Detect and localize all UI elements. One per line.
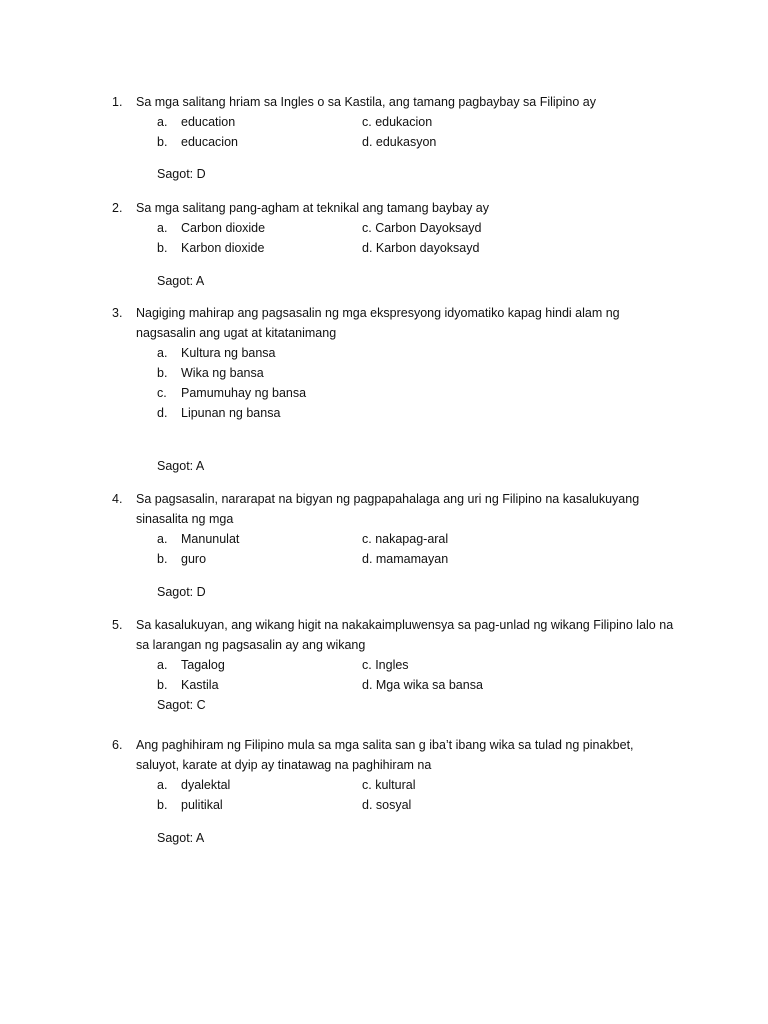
question-text: nagsasalin ang ugat at kitatanimang [136, 326, 337, 340]
option-text: Karbon dioxide [181, 241, 265, 255]
option-text-right: d. Mga wika sa bansa [362, 678, 483, 692]
option-text: Kultura ng bansa [181, 346, 276, 360]
question-number: 1. [112, 95, 123, 109]
option-text: Kastila [181, 678, 219, 692]
option-letter: b. [157, 678, 168, 692]
question-text: Sa pagsasalin, nararapat na bigyan ng pagpapahalaga ang uri ng Filipino na kasalukuyang [136, 492, 640, 506]
question-text: Sa mga salitang pang-agham at teknikal ang tamang baybay ay [136, 201, 490, 215]
option-letter: a. [157, 778, 168, 792]
option-text: education [181, 115, 236, 129]
option-text: Pamumuhay ng bansa [181, 386, 307, 400]
option-text-right: c. edukacion [362, 115, 433, 129]
question-text: saluyot, karate at dyip ay tinatawag na paghihiram na [136, 758, 432, 772]
option-text: educacion [181, 135, 238, 149]
option-letter: c. [157, 386, 167, 400]
option-text-right: d. mamamayan [362, 552, 449, 566]
option-letter: b. [157, 366, 168, 380]
answer-label: Sagot: D [157, 585, 206, 599]
question-text: Sa kasalukuyan, ang wikang higit na nakakaimpluwensya sa pag-unlad ng wikang Filipino lalo na [136, 618, 674, 632]
answer-label: Sagot: D [157, 167, 206, 181]
option-text-right: c. nakapag-aral [362, 532, 449, 546]
option-text: Carbon dioxide [181, 221, 266, 235]
answer-label: Sagot: C [157, 698, 206, 712]
option-text: guro [181, 552, 207, 566]
option-text-right: d. edukasyon [362, 135, 437, 149]
option-text-right: c. kultural [362, 778, 416, 792]
option-text-right: c. Carbon Dayoksayd [362, 221, 482, 235]
option-letter: a. [157, 221, 168, 235]
option-text: Wika ng bansa [181, 366, 264, 380]
question-text: sinasalita ng mga [136, 512, 234, 526]
question-text: Sa mga salitang hriam sa Ingles o sa Kastila, ang tamang pagbaybay sa Filipino ay [136, 95, 596, 109]
option-text: dyalektal [181, 778, 231, 792]
question-text: Nagiging mahirap ang pagsasalin ng mga ekspresyong idyomatiko kapag hindi alam ng [136, 306, 620, 320]
option-letter: a. [157, 532, 168, 546]
answer-label: Sagot: A [157, 831, 205, 845]
question-number: 4. [112, 492, 123, 506]
option-text: Manunulat [181, 532, 240, 546]
option-letter: a. [157, 346, 168, 360]
option-text-right: d. Karbon dayoksayd [362, 241, 480, 255]
question-number: 6. [112, 738, 123, 752]
option-letter: a. [157, 115, 168, 129]
question-number: 5. [112, 618, 123, 632]
option-text: Tagalog [181, 658, 225, 672]
option-text-right: d. sosyal [362, 798, 412, 812]
option-letter: b. [157, 241, 168, 255]
option-letter: b. [157, 552, 168, 566]
question-number: 3. [112, 306, 123, 320]
option-letter: b. [157, 798, 168, 812]
question-text: sa larangan ng pagsasalin ay ang wikang [136, 638, 366, 652]
option-text: Lipunan ng bansa [181, 406, 281, 420]
question-number: 2. [112, 201, 123, 215]
answer-label: Sagot: A [157, 459, 205, 473]
option-letter: d. [157, 406, 168, 420]
option-letter: a. [157, 658, 168, 672]
option-letter: b. [157, 135, 168, 149]
option-text-right: c. Ingles [362, 658, 409, 672]
answer-label: Sagot: A [157, 274, 205, 288]
question-text: Ang paghihiram ng Filipino mula sa mga salita san g iba’t ibang wika sa tulad ng pinakbet, [136, 738, 634, 752]
option-text: pulitikal [181, 798, 223, 812]
